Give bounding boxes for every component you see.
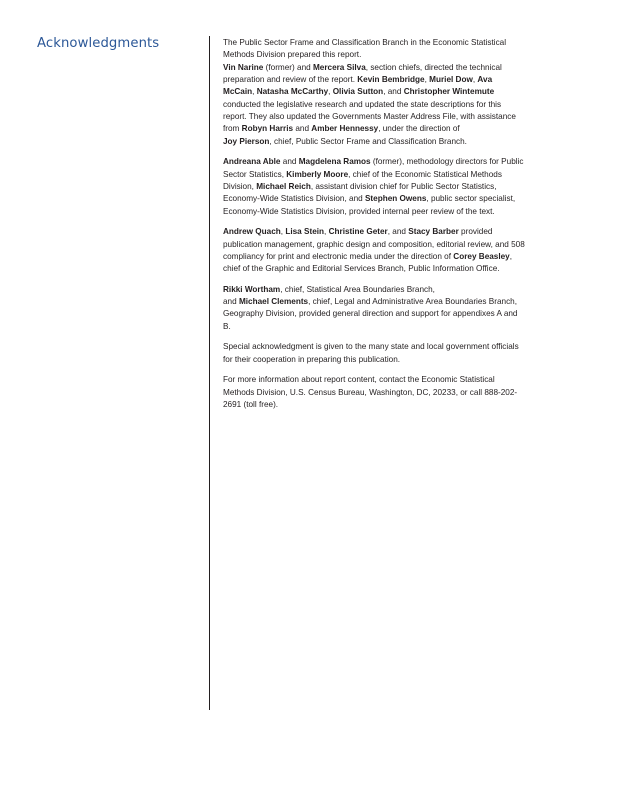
person-name: Corey Beasley	[453, 251, 510, 261]
person-name: Ava McCain	[223, 75, 493, 97]
paragraph-contact-information	[223, 374, 525, 411]
person-name: Michael Clements	[238, 297, 309, 307]
person-name: Stacy Barber	[408, 227, 459, 237]
text-run: and	[280, 157, 299, 167]
text-run: , chief, Statistical Area Boundaries Branch,	[280, 284, 435, 294]
person-name: Rikki Wortham	[223, 284, 281, 294]
text-run: ,	[280, 227, 286, 237]
text-run: For more information about report content, contact the Economic Statistical Methods Division, U.S. Census Bureau, Washington, DC, 20233, or call 888-202-2691 (toll free).	[223, 375, 518, 409]
section-heading: Acknowledgments	[37, 36, 160, 51]
paragraph-peer-review	[223, 156, 525, 218]
person-name: Muriel Dow	[429, 75, 473, 85]
person-name: Vin Narine	[223, 62, 264, 72]
person-name: Mercera Silva	[312, 62, 366, 72]
text-run: , chief of the Graphic and Editorial Services Branch, Public Information Office.	[223, 251, 513, 274]
person-name: Natasha McCarthy	[256, 87, 329, 97]
person-name: Joy Pierson	[223, 136, 270, 146]
text-run: ,	[472, 75, 478, 85]
person-name: Olivia Sutton	[332, 87, 384, 97]
person-name: Christopher Wintemute	[403, 87, 495, 97]
text-run: and	[293, 124, 312, 134]
text-run: ,	[328, 87, 333, 97]
vertical-divider	[209, 36, 210, 710]
text-run: , chief of the Economic Statistical Methods Division,	[223, 169, 502, 191]
text-run: , chief, Public Sector Frame and Classification Branch.	[269, 136, 467, 146]
person-name: Andreana Able	[223, 157, 281, 167]
paragraph-geography-support	[223, 284, 525, 333]
person-name: Lisa Stein	[285, 227, 325, 237]
text-run: (former) and	[263, 62, 313, 72]
text-run: , public sector specialist, Economy-Wide Statistics Division, provided internal peer review of the text.	[223, 194, 516, 216]
text-run: The Public Sector Frame and Classification Branch in the Economic Statistical Methods Division prepared this report.	[223, 38, 507, 60]
text-run: conducted the legislative research and updated the state descriptions for this report. They also updated the Governments Master Address File, with assistance from	[223, 99, 516, 134]
text-run: and	[223, 297, 239, 307]
paragraph-report-preparation	[223, 37, 525, 148]
text-run: ,	[324, 227, 329, 237]
text-run: Special acknowledgment is given to the many state and local government officials for their cooperation in preparing this publication.	[223, 342, 519, 364]
person-name: Kimberly Moore	[286, 169, 349, 179]
text-run: ,	[252, 87, 257, 97]
text-run: , section chiefs, directed the technical preparation and review of the report.	[223, 62, 502, 85]
text-run: ,	[424, 75, 430, 85]
person-name: Kevin Bembridge	[357, 75, 425, 85]
text-run: , under the direction of	[378, 124, 460, 134]
text-run: (former), methodology directors for Public Sector Statistics,	[223, 157, 524, 179]
text-run: provided publication management, graphic design and composition, editorial review, and 508 compliancy for print and electronic media under the direction of	[223, 227, 525, 261]
person-name: Stephen Owens	[364, 194, 427, 204]
person-name: Magdelena Ramos	[298, 157, 371, 167]
text-run: , and	[383, 87, 404, 97]
text-run: , and	[387, 227, 409, 237]
person-name: Andrew Quach	[223, 227, 281, 237]
text-run: , assistant division chief for Public Sector Statistics, Economy-Wide Statistics Division, and	[223, 181, 497, 204]
person-name: Amber Hennessy	[311, 124, 379, 134]
paragraph-publication-management	[223, 226, 525, 275]
person-name: Michael Reich	[256, 181, 311, 191]
paragraph-special-acknowledgment	[223, 341, 525, 366]
person-name: Robyn Harris	[241, 124, 294, 134]
person-name: Christine Geter	[328, 227, 388, 237]
text-run: , chief, Legal and Administrative Area Boundaries Branch, Geography Division, provided general direction and support for appendixes A and B.	[223, 297, 518, 331]
body-text-column	[223, 37, 525, 419]
